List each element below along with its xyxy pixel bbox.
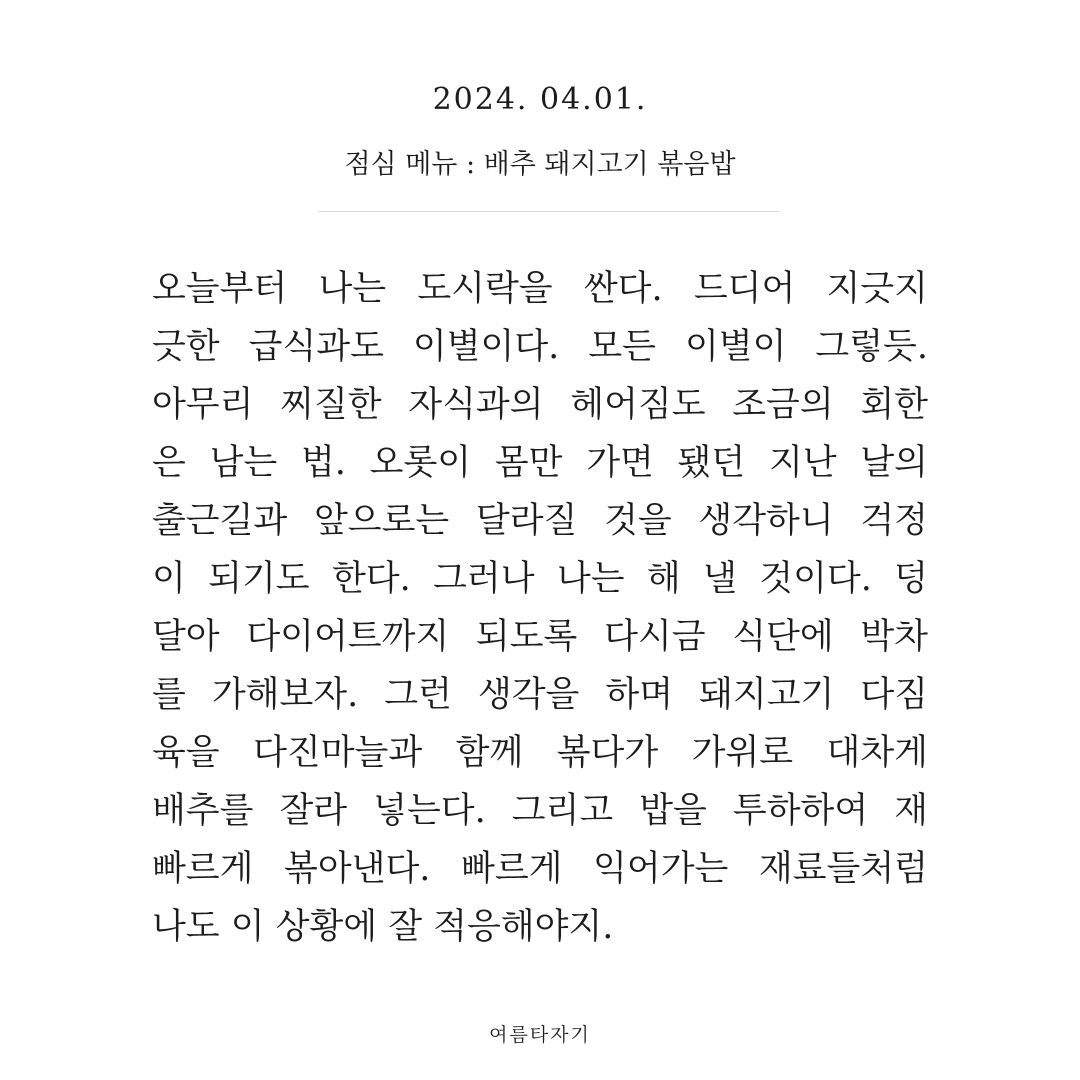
body-line: 육을 다진마늘과 함께 볶다가 가위로 대차게 (152, 733, 928, 773)
body-line: 아무리 찌질한 자식과의 헤어짐도 조금의 회한 (152, 385, 928, 425)
body-line: 나도 이 상황에 잘 적응해야지. (152, 907, 614, 947)
body-line: 를 가해보자. 그런 생각을 하며 돼지고기 다짐 (152, 675, 928, 715)
body-line: 배추를 잘라 넣는다. 그리고 밥을 투하하여 재 (152, 791, 928, 831)
body-line: 오늘부터 나는 도시락을 싼다. 드디어 지긋지 (152, 269, 928, 309)
entry-date: 2024. 04.01. (432, 82, 648, 117)
body-line: 이 되기도 한다. 그러나 나는 해 낼 것이다. 덩 (152, 559, 928, 599)
body-line: 긋한 급식과도 이별이다. 모든 이별이 그렇듯. (152, 327, 928, 367)
diary-body (152, 260, 928, 956)
header-divider (318, 211, 780, 212)
body-line: 달아 다이어트까지 되도록 다시금 식단에 박차 (152, 617, 928, 657)
body-line: 빠르게 볶아낸다. 빠르게 익어가는 재료들처럼 (152, 849, 928, 889)
body-line: 출근길과 앞으로는 달라질 것을 생각하니 걱정 (152, 501, 928, 541)
body-line: 은 남는 법. 오롯이 몸만 가면 됐던 지난 날의 (152, 443, 928, 483)
lunch-menu-title: 점심 메뉴 : 배추 돼지고기 볶음밥 (344, 149, 736, 180)
author-signature: 여름타자기 (489, 1024, 591, 1046)
